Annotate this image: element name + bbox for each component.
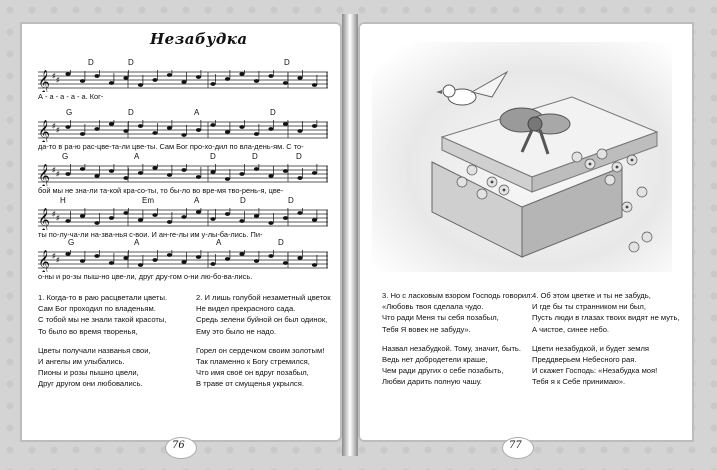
chord-symbol: G [62, 152, 69, 161]
staff-lines [38, 120, 343, 142]
verse-line: Чем ради других о себе позабыть, [382, 366, 504, 376]
svg-text:♯: ♯ [56, 127, 60, 134]
verse-line: Друг другом они любовались. [38, 379, 143, 389]
verse-line: 1. Когда-то в раю расцветали цветы. [38, 293, 168, 302]
chord-symbol: A [134, 152, 140, 161]
svg-text:♯: ♯ [52, 167, 56, 174]
verse-1 [38, 292, 167, 390]
chord-symbol: G [68, 238, 75, 247]
chord-symbol: Em [142, 196, 154, 205]
svg-text:♯: ♯ [52, 253, 56, 260]
lyric-line: бой мы не зна-ли та-кой кра-со-ты, то бы-ло во вре-мя тво-рень-я, цве- [38, 186, 284, 195]
chord-symbol: D [270, 108, 276, 117]
verse-2 [196, 292, 331, 390]
chord-symbol: A [194, 108, 200, 117]
verse-line: Тебя Я вовек не забуду». [382, 324, 471, 334]
stanza-gap [196, 337, 331, 345]
chord-symbol: A [194, 196, 200, 205]
verse-line: Ведь нет добродетели краше, [382, 355, 488, 365]
chord-symbol: D [128, 108, 134, 117]
stanza-gap [532, 335, 680, 343]
verse-line: Назвал незабудкой. Тому, значит, быть. [382, 343, 521, 353]
verse-line: А чистое, синее небо. [532, 324, 610, 334]
illustration-gift-box-with-forget-me-nots [372, 42, 672, 272]
verse-line: Тебя я к Себе принимаю». [532, 377, 626, 387]
staff-lines [38, 164, 343, 186]
verse-line: И скажет Господь: «Незабудка моя! [532, 366, 658, 376]
verse-line: Что имя своё он вдруг позабыл, [196, 368, 309, 378]
verse-line: Преддверьем Небесного рая. [532, 355, 637, 365]
svg-text:♯: ♯ [56, 257, 60, 264]
verse-line: 4. Об этом цветке и ты не забудь, [532, 291, 651, 300]
lyric-line: ты по-лу-ча-ли на-зва-нья с-вои. И ан-ге-лы им у-лы-ба-лись. Пи- [38, 230, 263, 239]
verse-line: «Любовь твоя сделала чудо. [382, 302, 484, 312]
chord-symbol: D [278, 238, 284, 247]
svg-text:♯: ♯ [52, 211, 56, 218]
svg-text:♯: ♯ [56, 215, 60, 222]
svg-text:♯: ♯ [56, 171, 60, 178]
chord-symbol: A [216, 238, 222, 247]
svg-text:𝄞: 𝄞 [38, 208, 50, 230]
chord-line [38, 58, 343, 70]
music-staff-5 [38, 238, 343, 282]
music-staff-3 [38, 152, 343, 196]
verse-4 [532, 290, 680, 388]
chord-symbol: D [252, 152, 258, 161]
book-gutter [342, 14, 358, 456]
svg-text:♯: ♯ [52, 123, 56, 130]
verse-line: Так пламенно к Богу стремился, [196, 357, 310, 367]
music-staff-2 [38, 108, 343, 152]
chord-symbol: D [240, 196, 246, 205]
verse-line: 2. И лишь голубой незаметный цветок [196, 293, 331, 302]
song-title: Незабудка [150, 30, 248, 48]
svg-text:♯: ♯ [56, 77, 60, 84]
staff-lines [38, 250, 343, 272]
chord-line [38, 108, 343, 120]
music-staff-1 [38, 58, 343, 102]
verse-line: Что ради Меня ты себя позабыл, [382, 313, 499, 323]
verse-line: Цветы получали названья свои, [38, 345, 151, 355]
stanza-gap [38, 337, 167, 345]
chord-symbol: D [210, 152, 216, 161]
chord-symbol: A [134, 238, 140, 247]
verse-line: Пусть люди в глазах твоих видят не муть, [532, 313, 680, 323]
lyric-line: А - а - а - а - а. Ког- [38, 92, 104, 101]
svg-text:𝄞: 𝄞 [38, 70, 50, 92]
chord-symbol: D [88, 58, 94, 67]
chord-symbol: D [288, 196, 294, 205]
page-number-right: 77 [509, 440, 522, 451]
chord-symbol: D [128, 58, 134, 67]
chord-symbol: D [296, 152, 302, 161]
chord-symbol: G [66, 108, 73, 117]
verse-line: Не видел прекрасного сада. [196, 304, 296, 314]
lyric-line: о-ны и ро-зы пыш-но цве-ли, друг дру-гом о-ни лю-бо-ва-лись. [38, 272, 253, 281]
chord-line [38, 196, 343, 208]
chord-symbol: H [60, 196, 66, 205]
verse-line: Любви дарить полную чашу. [382, 377, 482, 387]
lyric-line: да-то в ра-ю рас-цве-та-ли цве-ты. Сам Бог про-хо-дил по вла-день-ям. С то- [38, 142, 304, 151]
verse-line: 3. Но с ласковым взором Господь говорил: [382, 291, 533, 300]
verse-line: И ангелы им улыбались. [38, 357, 125, 367]
svg-text:𝄞: 𝄞 [38, 164, 50, 186]
verse-line: Горел он сердечком своим золотым! [196, 345, 325, 355]
chord-line [38, 238, 343, 250]
verse-line: С тобой мы не знали такой красоты, [38, 315, 167, 325]
verse-line: И где бы ты странником ни был, [532, 302, 646, 312]
verse-3 [382, 290, 533, 388]
verse-line: То было во время творенья, [38, 326, 138, 336]
chord-symbol: D [284, 58, 290, 67]
chord-line [38, 152, 343, 164]
svg-text:𝄞: 𝄞 [38, 250, 50, 272]
svg-text:𝄞: 𝄞 [38, 120, 50, 142]
verse-line: Пионы и розы пышно цвели, [38, 368, 139, 378]
verse-line: Цвети незабудкой, и будет земля [532, 343, 650, 353]
verse-line: В траве от смущенья укрылся. [196, 379, 304, 389]
music-staff-4 [38, 196, 343, 240]
svg-text:♯: ♯ [52, 73, 56, 80]
staff-lines [38, 70, 343, 92]
staff-lines [38, 208, 343, 230]
verse-line: Сам Бог проходил по владеньям. [38, 304, 156, 314]
page-number-left: 76 [172, 440, 185, 451]
stanza-gap [382, 335, 533, 343]
verse-line: Средь зелени буйной он был одинок, [196, 315, 328, 325]
verse-line: Ему это было не надо. [196, 326, 277, 336]
